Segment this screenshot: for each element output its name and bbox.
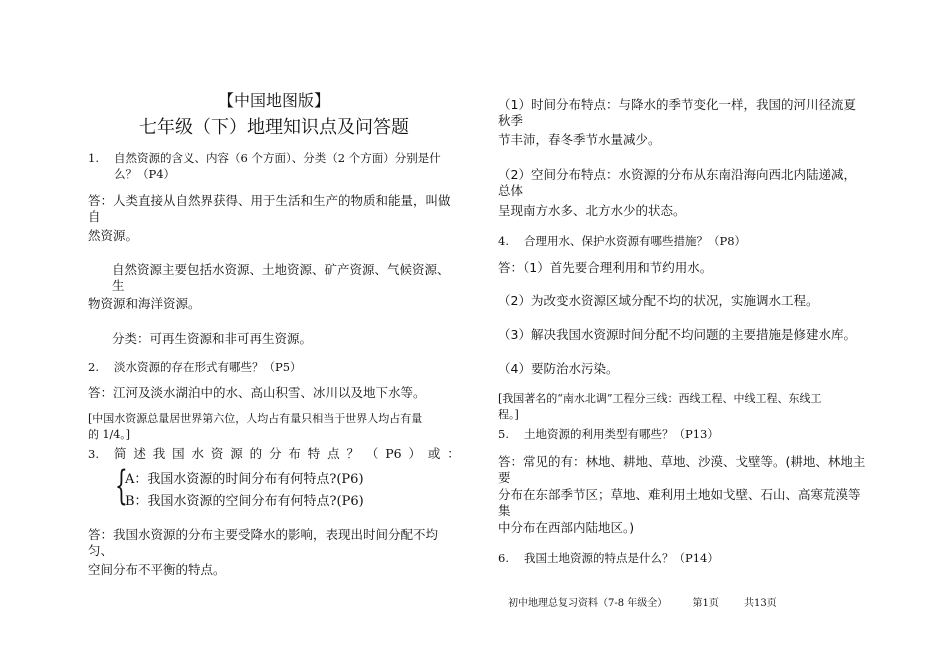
question-3-char: 水 bbox=[191, 446, 205, 461]
water-time-distribution-line1: （1）时间分布特点：与降水的季节变化一样，我国的河川径流夏秋季 bbox=[498, 97, 856, 128]
answer-1-para2-line2: 物资源和海洋资源。 bbox=[88, 296, 201, 311]
publisher-heading: 【中国地图版】 bbox=[217, 91, 330, 110]
answer-5-line1 bbox=[498, 454, 866, 486]
note-south-north-water-line1: [我国著名的“南水北调”工程分三线：西线工程、中线工程、东线工 bbox=[498, 392, 822, 405]
question-3 bbox=[88, 446, 460, 462]
question-3-spaced-text bbox=[114, 446, 460, 462]
question-3-char: 国 bbox=[172, 446, 185, 461]
question-3-option-b: B：我国水资源的空间分布有何特点?(P6) bbox=[125, 494, 364, 509]
question-3-char: 我 bbox=[152, 446, 166, 461]
question-4 bbox=[498, 233, 746, 249]
answer-1-para2-line1: 自然资源主要包括水资源、土地资源、矿产资源、气候资源、生 bbox=[112, 262, 450, 293]
question-3-char: 或 bbox=[427, 446, 441, 461]
question-3-char: 述 bbox=[133, 446, 146, 461]
answer-1-prefix: 答： bbox=[88, 193, 114, 208]
answer-4-item2: （2）为改变水资源区域分配不均的状况，实施调水工程。 bbox=[498, 293, 819, 308]
question-3-number: 3. bbox=[88, 447, 99, 461]
question-3-char: ： bbox=[447, 446, 460, 461]
answer-4-item1-text: （1）首先要合理利用和节约用水。 bbox=[523, 260, 713, 275]
question-1-line1: 自然资源的含义、内容（6 个方面）、分类（2 个方面）分别是什 bbox=[114, 151, 441, 165]
note-south-north-water-line2: 程。] bbox=[498, 408, 519, 421]
question-3-char: 布 bbox=[288, 446, 301, 461]
question-6-number: 6. bbox=[498, 551, 509, 565]
question-2-text: 淡水资源的存在形式有哪些？（P5） bbox=[114, 360, 302, 374]
question-2-number: 2. bbox=[88, 360, 99, 374]
answer-2 bbox=[88, 385, 426, 401]
answer-3-text1: 我国水资源的分布主要受降水的影响，表现出时间分配不均匀、 bbox=[88, 527, 439, 558]
question-2 bbox=[88, 359, 302, 375]
question-3-char: 分 bbox=[269, 446, 282, 461]
answer-1-text1: 人类直接从自然界获得、用于生活和生产的物质和能量，叫做自 bbox=[88, 193, 451, 224]
answer-3-prefix: 答： bbox=[88, 527, 114, 542]
brace-symbol: { bbox=[115, 463, 128, 509]
question-5-number: 5. bbox=[498, 427, 509, 441]
question-3-char: 源 bbox=[230, 446, 243, 461]
document-title: 七年级（下）地理知识点及问答题 bbox=[139, 117, 409, 138]
question-1-line2: 么？（P4） bbox=[114, 167, 176, 181]
water-space-distribution-line2: 呈现南方水多、北方水少的状态。 bbox=[498, 203, 686, 218]
note-water-total-line2: 的 1/4。] bbox=[88, 428, 130, 441]
question-1 bbox=[88, 150, 441, 182]
question-3-char: 资 bbox=[210, 446, 224, 461]
answer-4-item1 bbox=[498, 260, 712, 276]
water-time-distribution-line2: 节丰沛，春冬季节水量减少。 bbox=[498, 132, 661, 147]
question-3-char: P6 bbox=[385, 446, 402, 461]
answer-4-prefix: 答： bbox=[498, 260, 524, 275]
question-4-text: 合理用水、保护水资源有哪些措施？（P8） bbox=[524, 234, 747, 248]
question-3-char: ？ bbox=[346, 446, 360, 461]
question-3-char: 点 bbox=[327, 446, 340, 461]
question-3-char: 特 bbox=[307, 446, 321, 461]
question-3-char: （ bbox=[365, 446, 379, 461]
question-6-text: 我国土地资源的特点是什么？（P14） bbox=[524, 551, 719, 565]
question-5 bbox=[498, 426, 719, 442]
question-5-text: 土地资源的利用类型有哪些？（P13） bbox=[524, 427, 719, 441]
question-3-char: ） bbox=[408, 446, 421, 461]
note-south-north-water bbox=[498, 391, 822, 423]
question-3-options bbox=[115, 463, 460, 512]
answer-4-item3: （3）解决我国水资源时间分配不均问题的主要措施是修建水库。 bbox=[498, 327, 856, 342]
footer-page-number: 第1页 bbox=[692, 598, 719, 609]
answer-4-item4: （4）要防治水污染。 bbox=[498, 361, 619, 376]
answer-5-line2: 分布在东部季节区；草地、难利用土地如戈壁、石山、高寒荒漠等集 bbox=[498, 487, 861, 518]
footer-total-pages: 共13页 bbox=[744, 598, 777, 609]
footer-document-name: 初中地理总复习资料（7-8 年级全） bbox=[508, 598, 668, 609]
answer-2-text: 江河及淡水湖泊中的水、高山积雪、冰川以及地下水等。 bbox=[113, 385, 426, 400]
question-3-char: 简 bbox=[114, 446, 127, 461]
question-6 bbox=[498, 550, 719, 566]
page-footer bbox=[508, 594, 777, 609]
answer-2-prefix: 答： bbox=[88, 385, 114, 400]
question-3-char: 的 bbox=[249, 446, 263, 461]
answer-5-line3: 中分布在西部内陆地区。) bbox=[498, 520, 635, 535]
answer-1-line1 bbox=[88, 193, 460, 225]
answer-5-prefix: 答： bbox=[498, 454, 524, 469]
note-water-total-line1: [中国水资源总量居世界第六位，人均占有量只相当于世界人均占有量 bbox=[88, 412, 423, 425]
water-space-distribution-line1: （2）空间分布特点：水资源的分布从东南沿海向西北内陆递减，总体 bbox=[498, 167, 856, 198]
question-3-option-a: A：我国水资源的时间分布有何特点?(P6) bbox=[125, 472, 364, 487]
question-1-number: 1. bbox=[88, 151, 99, 165]
question-4-number: 4. bbox=[498, 234, 509, 248]
answer-1-classification: 分类：可再生资源和非可再生资源。 bbox=[112, 331, 313, 346]
answer-3-line2: 空间分布不平衡的特点。 bbox=[88, 562, 226, 577]
answer-5-text1: 常见的有：林地、耕地、草地、沙漠、戈壁等。(耕地、林地主要 bbox=[498, 454, 866, 485]
answer-1-line2: 然资源。 bbox=[88, 228, 139, 243]
answer-3-line1 bbox=[88, 527, 460, 559]
note-water-total bbox=[88, 411, 422, 443]
